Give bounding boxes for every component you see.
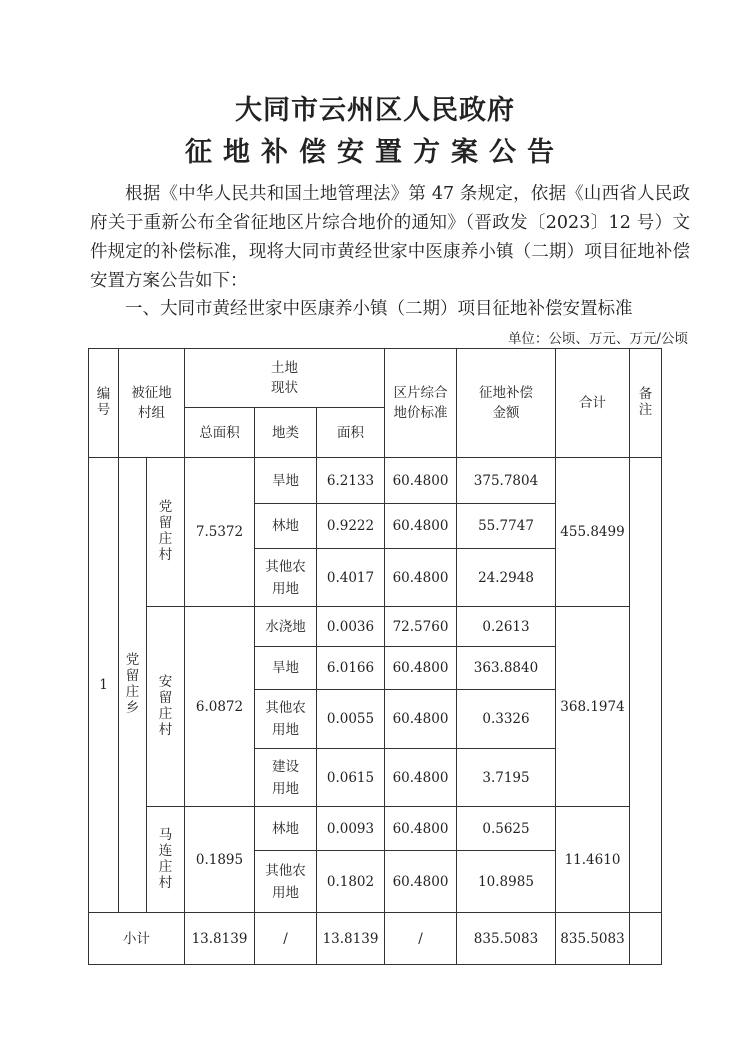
unit-note: 单位：公顷、万元、万元/公顷	[507, 331, 688, 347]
price-cell: 72.5760	[385, 607, 457, 647]
price-cell: 60.4800	[385, 504, 457, 549]
remark-cell	[630, 458, 662, 913]
area-cell: 0.0093	[317, 807, 385, 851]
area-cell: 0.0615	[317, 749, 385, 807]
village-name: 党留庄村	[147, 458, 185, 607]
subtotal-land-type: /	[255, 913, 317, 965]
price-cell: 60.4800	[385, 690, 457, 749]
compensation-cell: 10.8985	[457, 851, 556, 913]
land-type-cell: 其他农用地	[255, 851, 317, 913]
header-total-area: 总面积	[185, 408, 255, 458]
subtotal-total-area: 13.8139	[185, 913, 255, 965]
table-row	[89, 807, 662, 851]
table-row	[89, 607, 662, 647]
land-type-cell: 林地	[255, 807, 317, 851]
compensation-cell: 0.5625	[457, 807, 556, 851]
compensation-cell: 3.7195	[457, 749, 556, 807]
compensation-cell: 363.8840	[457, 647, 556, 690]
township-name: 党留庄乡	[119, 458, 147, 913]
village-total: 11.4610	[556, 807, 630, 913]
area-cell: 0.4017	[317, 549, 385, 607]
section-heading: 一、大同市黄经世家中医康养小镇（二期）项目征地补偿安置标准	[125, 299, 633, 319]
village-total: 455.8499	[556, 458, 630, 607]
document-title-subject: 征地补偿安置方案公告	[185, 137, 565, 168]
land-type-cell: 其他农用地	[255, 549, 317, 607]
area-cell: 0.0036	[317, 607, 385, 647]
village-name: 安留庄村	[147, 607, 185, 807]
village-name: 马连庄村	[147, 807, 185, 913]
compensation-cell: 55.7747	[457, 504, 556, 549]
compensation-cell: 0.3326	[457, 690, 556, 749]
compensation-cell: 24.2948	[457, 549, 556, 607]
area-cell: 0.9222	[317, 504, 385, 549]
row-number: 1	[89, 458, 119, 913]
price-cell: 60.4800	[385, 807, 457, 851]
header-remark: 备注	[630, 349, 662, 458]
subtotal-compensation: 835.5083	[457, 913, 556, 965]
village-total: 368.1974	[556, 607, 630, 807]
village-total-area: 0.1895	[185, 807, 255, 913]
village-total-area: 7.5372	[185, 458, 255, 607]
land-type-cell: 林地	[255, 504, 317, 549]
document-title-issuer: 大同市云州区人民政府	[235, 95, 515, 126]
village-total-area: 6.0872	[185, 607, 255, 807]
header-no: 编号	[89, 349, 119, 458]
area-cell: 0.1802	[317, 851, 385, 913]
subtotal-total: 835.5083	[556, 913, 630, 965]
intro-paragraph: 根据《中华人民共和国土地管理法》第 47 条规定，依据《山西省人民政府关于重新公布全省征地区片综合地价的通知》（晋政发〔2023〕12 号）文件规定的补偿标准，现将大同市黄经世家中医康养小镇（二期）项目征地补偿安置方案公告如下：	[90, 184, 690, 291]
compensation-cell: 0.2613	[457, 607, 556, 647]
price-cell: 60.4800	[385, 458, 457, 504]
land-type-cell: 水浇地	[255, 607, 317, 647]
subtotal-row	[89, 913, 662, 965]
header-price: 区片综合地价标准	[385, 349, 457, 458]
price-cell: 60.4800	[385, 549, 457, 607]
land-type-cell: 建设用地	[255, 749, 317, 807]
land-type-cell: 其他农用地	[255, 690, 317, 749]
subtotal-area: 13.8139	[317, 913, 385, 965]
land-type-cell: 旱地	[255, 458, 317, 504]
header-land-status: 土地现状	[185, 349, 385, 408]
area-cell: 6.2133	[317, 458, 385, 504]
compensation-table	[88, 348, 662, 965]
land-type-cell: 旱地	[255, 647, 317, 690]
price-cell: 60.4800	[385, 749, 457, 807]
header-land-type: 地类	[255, 408, 317, 458]
price-cell: 60.4800	[385, 851, 457, 913]
subtotal-price: /	[385, 913, 457, 965]
subtotal-label: 小计	[89, 913, 185, 965]
header-compensation: 征地补偿金额	[457, 349, 556, 458]
area-cell: 0.0055	[317, 690, 385, 749]
header-village-group: 被征地村组	[119, 349, 185, 458]
header-area: 面积	[317, 408, 385, 458]
area-cell: 6.0166	[317, 647, 385, 690]
subtotal-remark	[630, 913, 662, 965]
header-total: 合计	[556, 349, 630, 458]
price-cell: 60.4800	[385, 647, 457, 690]
compensation-cell: 375.7804	[457, 458, 556, 504]
table-row	[89, 458, 662, 504]
